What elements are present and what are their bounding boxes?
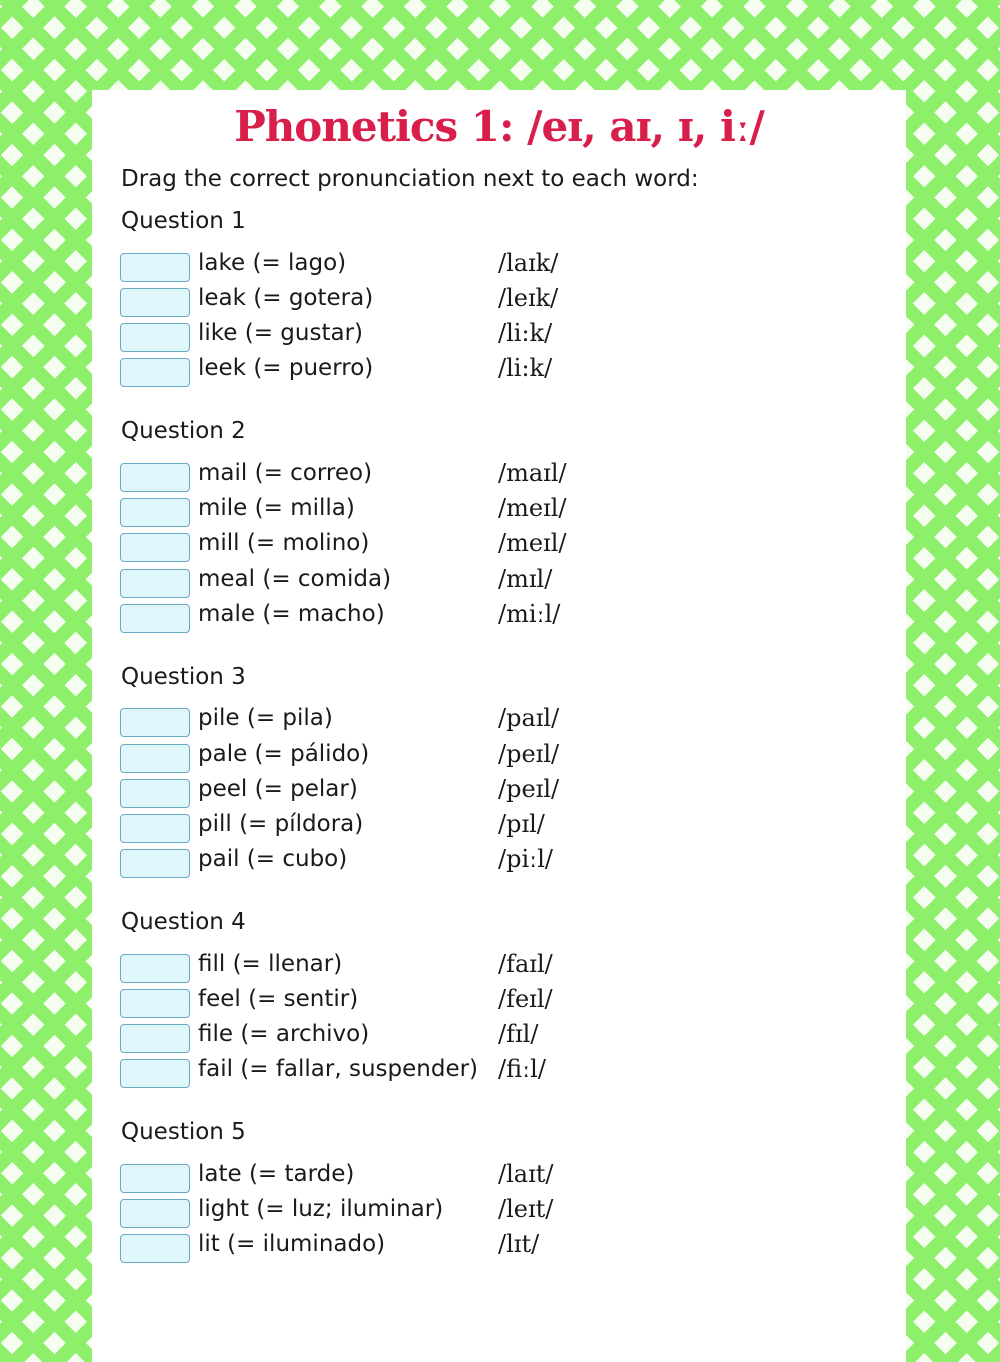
pron-q2-1[interactable]: /maɪl/ xyxy=(498,459,567,487)
word-q2-4: meal (= comida) xyxy=(198,566,392,592)
question-4-title: Question 4 xyxy=(121,909,246,935)
word-q3-1: pile (= pila) xyxy=(198,705,333,731)
pron-q3-4[interactable]: /pɪl/ xyxy=(498,810,545,838)
word-q1-4: leek (= puerro) xyxy=(198,355,374,381)
word-q4-3: file (= archivo) xyxy=(198,1021,370,1047)
drop-box-q4-3[interactable] xyxy=(120,1024,190,1053)
word-q4-2: feel (= sentir) xyxy=(198,986,359,1012)
word-q2-1: mail (= correo) xyxy=(198,460,373,486)
instruction-text: Drag the correct pronunciation next to each word: xyxy=(121,166,699,192)
word-q2-3: mill (= molino) xyxy=(198,530,370,556)
drop-box-q4-1[interactable] xyxy=(120,954,190,983)
pron-q4-1[interactable]: /faɪl/ xyxy=(498,950,553,978)
pron-q5-1[interactable]: /laɪt/ xyxy=(498,1160,554,1188)
word-q2-5: male (= macho) xyxy=(198,601,385,627)
pron-q3-1[interactable]: /paɪl/ xyxy=(498,704,560,732)
pron-q3-5[interactable]: /piːl/ xyxy=(498,845,553,873)
pron-q4-3[interactable]: /fɪl/ xyxy=(498,1020,539,1048)
drop-box-q3-5[interactable] xyxy=(120,849,190,878)
word-q4-4: fail (= fallar, suspender) xyxy=(198,1056,479,1082)
pron-q2-4[interactable]: /mɪl/ xyxy=(498,565,553,593)
pron-q3-3[interactable]: /peɪl/ xyxy=(498,775,560,803)
drop-box-q4-2[interactable] xyxy=(120,989,190,1018)
drop-box-q1-3[interactable] xyxy=(120,323,190,352)
drop-box-q1-2[interactable] xyxy=(120,288,190,317)
word-q1-1: lake (= lago) xyxy=(198,250,347,276)
drop-box-q5-1[interactable] xyxy=(120,1164,190,1193)
word-q3-3: peel (= pelar) xyxy=(198,776,358,802)
question-3-title: Question 3 xyxy=(121,664,246,690)
pron-q5-3[interactable]: /lɪt/ xyxy=(498,1230,540,1258)
drop-box-q2-2[interactable] xyxy=(120,498,190,527)
word-q3-4: pill (= píldora) xyxy=(198,811,364,837)
word-q1-3: like (= gustar) xyxy=(198,320,363,346)
word-q3-5: pail (= cubo) xyxy=(198,846,348,872)
drop-box-q2-4[interactable] xyxy=(120,569,190,598)
worksheet xyxy=(92,90,906,1362)
drop-box-q2-1[interactable] xyxy=(120,463,190,492)
drop-box-q4-4[interactable] xyxy=(120,1059,190,1088)
word-q5-1: late (= tarde) xyxy=(198,1161,355,1187)
drop-box-q5-3[interactable] xyxy=(120,1234,190,1263)
pron-q2-3[interactable]: /meɪl/ xyxy=(498,529,567,557)
pron-q1-2[interactable]: /leɪk/ xyxy=(498,284,559,312)
drop-box-q3-1[interactable] xyxy=(120,708,190,737)
pron-q1-4[interactable]: /li:k/ xyxy=(498,354,553,382)
word-q3-2: pale (= pálido) xyxy=(198,741,370,767)
pron-q1-3[interactable]: /li:k/ xyxy=(498,319,553,347)
page-title: Phonetics 1: /eɪ, aɪ, ɪ, iː/ xyxy=(234,102,764,151)
question-2-title: Question 2 xyxy=(121,418,246,444)
question-5-title: Question 5 xyxy=(121,1119,246,1145)
drop-box-q3-2[interactable] xyxy=(120,744,190,773)
pron-q4-2[interactable]: /feɪl/ xyxy=(498,985,553,1013)
drop-box-q3-3[interactable] xyxy=(120,779,190,808)
drop-box-q2-5[interactable] xyxy=(120,604,190,633)
pron-q4-4[interactable]: /fiːl/ xyxy=(498,1055,546,1083)
word-q4-1: fill (= llenar) xyxy=(198,951,343,977)
pron-q2-5[interactable]: /miːl/ xyxy=(498,600,561,628)
word-q2-2: mile (= milla) xyxy=(198,495,355,521)
drop-box-q1-1[interactable] xyxy=(120,253,190,282)
pron-q3-2[interactable]: /peɪl/ xyxy=(498,740,560,768)
word-q5-2: light (= luz; iluminar) xyxy=(198,1196,444,1222)
word-q1-2: leak (= gotera) xyxy=(198,285,374,311)
drop-box-q2-3[interactable] xyxy=(120,533,190,562)
word-q5-3: lit (= iluminado) xyxy=(198,1231,386,1257)
pron-q5-2[interactable]: /leɪt/ xyxy=(498,1195,554,1223)
pron-q2-2[interactable]: /meɪl/ xyxy=(498,494,567,522)
drop-box-q1-4[interactable] xyxy=(120,358,190,387)
question-1-title: Question 1 xyxy=(121,208,246,234)
drop-box-q3-4[interactable] xyxy=(120,814,190,843)
drop-box-q5-2[interactable] xyxy=(120,1199,190,1228)
pron-q1-1[interactable]: /laɪk/ xyxy=(498,249,559,277)
